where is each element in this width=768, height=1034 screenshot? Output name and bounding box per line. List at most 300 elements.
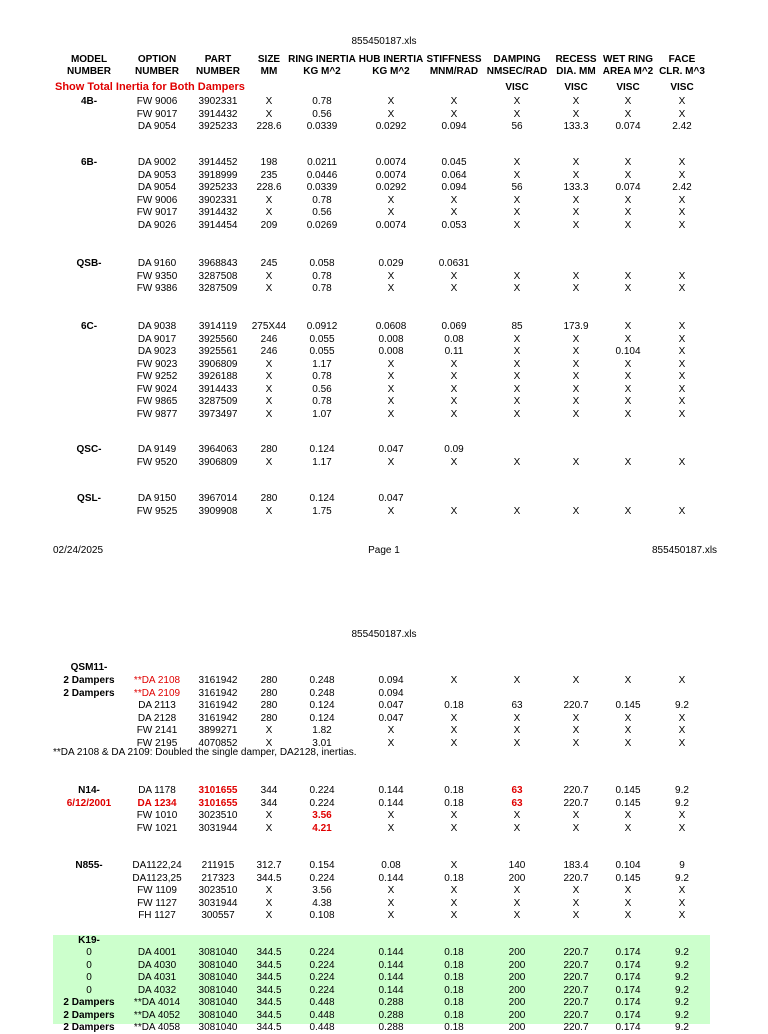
table-cell: X [572,725,580,736]
column-header-line: NMSEC/RAD [486,66,548,77]
table-cell: X [678,96,686,107]
table-cell: 0.224 [309,797,335,809]
table-cell: 0.145 [615,700,641,711]
row-label: 2 Dampers [63,687,115,699]
table-cell: DA 4032 [137,984,177,996]
table-cell: 0.0339 [306,121,338,132]
table-cell: X [387,885,395,896]
table-cell: 200 [508,984,526,996]
table-cell: 275X44 [251,321,287,332]
table-cell: 3914452 [198,157,238,168]
table-cell: DA 9054 [137,121,177,132]
table-cell: DA 9160 [137,258,177,269]
table-cell: X [624,456,632,468]
table-row [0,408,768,421]
table-cell: X [450,371,458,382]
table-cell: 0.56 [312,108,332,120]
table-cell: FW 1109 [137,885,177,896]
table-row [0,897,768,910]
table-cell: X [450,396,458,407]
table-cell: 3914432 [198,108,238,120]
table-cell: X [678,321,686,332]
inertia-note: Show Total Inertia for Both Dampers [55,81,245,93]
table-cell: X [513,712,521,724]
table-cell: 0.053 [441,219,467,231]
table-cell: X [678,712,686,724]
table-cell: X [572,194,580,206]
table-cell: X [513,371,521,382]
table-cell: X [624,725,632,736]
table-cell: 0.055 [309,333,335,345]
table-cell: 0.174 [615,1009,641,1021]
table-cell: X [678,408,686,420]
table-cell: 3161942 [198,675,238,686]
table-cell: 9.2 [675,797,689,809]
table-cell: 344 [260,785,278,796]
table-cell: DA 9026 [137,219,177,231]
table-cell: 3161942 [198,712,238,724]
table-cell: X [450,270,458,282]
table-cell: 133.3 [563,182,589,193]
table-row [0,1009,768,1022]
table-cell: 344 [260,797,278,809]
table-cell: X [450,96,458,107]
table-cell: 220.7 [563,959,589,971]
table-cell: X [450,860,458,871]
table-cell: X [387,725,395,736]
table-cell: X [265,383,273,395]
table-cell: X [450,897,458,909]
table-cell: 0.448 [309,1022,335,1033]
table-cell: 0.0074 [375,157,407,168]
table-cell: X [265,207,273,218]
table-cell: 0.174 [615,959,641,971]
table-cell: 344.5 [256,1022,282,1033]
table-cell: X [678,270,686,282]
table-cell: FW 2195 [136,737,178,749]
table-cell: X [678,897,686,909]
table-cell: 0.064 [441,169,467,181]
column-header-line: CLR. M^3 [659,66,705,77]
visc-label: VISC [564,82,588,93]
table-cell: X [387,822,395,834]
table-cell: 3968843 [198,258,238,269]
table-cell: 4.38 [312,897,332,909]
table-row [0,984,768,997]
table-cell: 0.224 [309,972,335,983]
table-cell: 0.047 [378,444,404,455]
table-cell: 3081040 [198,947,238,958]
table-cell: 0.144 [378,972,404,983]
table-cell: FW 9023 [136,358,178,370]
table-cell: X [513,108,521,120]
table-cell: X [572,207,580,218]
table-cell: X [450,456,458,468]
column-header-line: NUMBER [196,66,240,77]
table-cell: 3925560 [198,333,238,345]
table-cell: 0.248 [309,687,335,699]
table-cell: 9.2 [675,972,689,983]
table-cell: 0.0211 [307,157,337,168]
table-cell: X [450,408,458,420]
column-header-line: KG M^2 [303,66,341,77]
table-cell: 0.0339 [306,182,338,193]
table-row [0,909,768,922]
footer-filename: 855450187.xls [652,545,718,556]
table-cell: X [678,737,686,749]
table-cell: 220.7 [563,972,589,983]
table-cell: 3925233 [198,121,238,132]
table-cell: 0.18 [444,947,464,958]
table-cell: 63 [511,785,523,796]
table-cell: 0.56 [312,383,332,395]
table-cell: X [572,456,580,468]
column-header-line: DAMPING [493,54,541,65]
table-row [0,270,768,283]
table-cell: FW 2141 [136,725,178,736]
table-cell: 0.058 [309,258,335,269]
table-cell: 0.08 [444,333,464,345]
table-cell: X [624,383,632,395]
table-row [0,1021,768,1034]
table-cell: 200 [508,947,526,958]
table-cell: 173.9 [563,321,589,332]
table-cell: 0.56 [312,207,332,218]
table-cell: 0.094 [441,121,467,132]
table-cell: 220.7 [563,1009,589,1021]
table-cell: FW 9006 [136,96,178,107]
table-cell: 280 [260,444,278,455]
table-cell: 0.144 [378,984,404,996]
table-row [0,333,768,346]
table-cell: 198 [260,157,278,168]
table-cell: 280 [260,700,278,711]
table-cell: X [513,675,521,686]
table-cell: X [678,157,686,168]
table-cell: 0.18 [444,1009,464,1021]
table-cell: X [572,169,580,181]
table-cell: DA 2113 [138,700,176,711]
table-cell: X [513,270,521,282]
table-cell: X [678,283,686,294]
table-cell: 228.6 [256,182,282,193]
table-cell: X [265,358,273,370]
table-cell: 3031944 [198,897,238,909]
table-cell: X [265,725,273,736]
visc-line [0,81,768,94]
table-cell: X [572,505,580,517]
row-label: 2 Dampers [63,1009,115,1021]
table-cell: 3.56 [312,810,332,821]
model-number: QSM11- [70,662,108,673]
model-number: K19- [78,935,100,946]
table-cell: DA 9038 [137,321,177,332]
table-cell: X [572,383,580,395]
table-cell: 200 [508,972,526,983]
table-cell: X [387,737,395,749]
table-cell: X [387,810,395,821]
table-cell: 3023510 [198,885,238,896]
table-cell: X [265,283,273,294]
table-cell: X [572,885,580,896]
table-cell: 0.0608 [375,321,407,332]
table-cell: X [513,396,521,407]
table-cell: 0.0074 [375,219,407,231]
table-cell: 56 [511,121,523,132]
table-cell: 3081040 [198,959,238,971]
table-cell: 220.7 [563,785,589,796]
table-cell: 0.11 [444,346,464,357]
table-cell: X [513,897,521,909]
table-cell: 9.2 [675,947,689,958]
table-cell: X [450,725,458,736]
table-row [0,797,768,810]
table-cell: 9.2 [675,959,689,971]
table-cell: X [450,675,458,686]
row-label: 2 Dampers [63,1022,115,1033]
table-cell: **DA 2108 [133,675,181,686]
table-cell: X [678,810,686,821]
table-cell: X [678,725,686,736]
table-cell: 280 [260,675,278,686]
table-cell: 0.094 [441,182,467,193]
table-cell: X [572,108,580,120]
row-label: 0 [86,972,92,983]
table-cell: X [624,910,632,921]
table-cell: X [678,108,686,120]
table-cell: X [624,712,632,724]
table-cell: X [678,675,686,686]
table-cell: X [572,371,580,382]
table-cell: 0.124 [309,444,335,455]
table-row [0,206,768,219]
table-cell: X [678,358,686,370]
table-cell: 0.448 [309,1009,335,1021]
table-cell: X [265,108,273,120]
model-number: N855- [75,860,103,871]
table-cell: X [513,194,521,206]
table-cell: 220.7 [563,984,589,996]
table-cell: X [265,810,273,821]
table-cell: X [265,822,273,834]
table-cell: X [678,207,686,218]
table-cell: 0.09 [444,444,464,455]
model-row [0,320,768,333]
table-row [0,194,768,207]
table-cell: 0.18 [444,797,464,809]
table-row [0,181,768,194]
table-cell: 280 [260,687,278,699]
table-cell: X [450,885,458,896]
table-cell: X [572,810,580,821]
table-row [0,358,768,371]
table-cell: 0.174 [615,997,641,1008]
table-cell: 344.5 [256,984,282,996]
table-cell: X [450,910,458,921]
table-cell: 220.7 [563,700,589,711]
table-cell: X [572,897,580,909]
table-cell: 0.0269 [306,219,338,231]
table-cell: 0.224 [309,984,335,996]
table-cell: 280 [260,712,278,724]
table-cell: 200 [508,872,526,884]
table-cell: 3914433 [198,383,238,395]
table-cell: FW 9006 [136,194,178,206]
table-cell: 0.094 [378,687,404,699]
qsm-footnote: **DA 2108 & DA 2109: Doubled the single damper, DA2128, inertias. [53,747,357,758]
table-cell: 0.069 [441,321,467,332]
table-cell: 0.78 [312,96,332,107]
table-cell: 2.42 [672,182,692,193]
table-cell: 3287509 [198,396,238,407]
table-cell: DA 9053 [137,169,177,181]
table-cell: 220.7 [563,947,589,958]
table-row [0,687,768,700]
table-cell: X [572,358,580,370]
table-row [0,724,768,737]
table-cell: X [624,194,632,206]
table-cell: 1.82 [312,725,332,736]
table-cell: FW 9252 [136,371,178,382]
column-header-line: WET RING [603,54,653,65]
column-header-line: HUB INERTIA [358,54,424,65]
table-cell: 245 [260,258,278,269]
table-cell: DA 1234 [137,797,177,809]
table-cell: X [678,456,686,468]
table-cell: 344.5 [256,997,282,1008]
table-cell: 0.174 [615,984,641,996]
table-row [0,784,768,797]
table-cell: 3.01 [312,737,332,749]
model-row [0,156,768,169]
table-cell: X [387,108,395,120]
table-cell: 0.224 [309,785,335,796]
table-cell: X [450,207,458,218]
table-cell: FW 1127 [137,897,177,909]
table-cell: DA1122,24 [132,860,182,871]
table-cell: 0.0631 [438,258,470,269]
table-cell: 344.5 [256,972,282,983]
table-cell: X [572,712,580,724]
table-cell: X [624,358,632,370]
column-header-line: MM [260,66,278,77]
model-row [0,492,768,505]
column-header-line: MODEL [70,54,108,65]
table-cell: X [513,219,521,231]
table-cell: 0.174 [615,947,641,958]
table-cell: **DA 2109 [133,687,181,699]
table-cell: 0.145 [615,785,641,796]
table-cell: DA 1178 [138,785,176,796]
table-cell: X [513,358,521,370]
table-cell: X [450,108,458,120]
model-number: 6B- [80,157,98,168]
table-cell: X [450,383,458,395]
table-cell: 3081040 [198,984,238,996]
table-cell: FW 9017 [136,108,178,120]
table-cell: 0.174 [615,1022,641,1033]
table-cell: 3902331 [198,194,238,206]
table-cell: 0.288 [378,1009,404,1021]
table-cell: 220.7 [563,872,589,884]
table-cell: X [513,505,521,517]
table-cell: X [572,910,580,921]
table-cell: FW 9525 [136,505,178,517]
table-cell: X [624,408,632,420]
table-cell: X [265,371,273,382]
table-cell: X [387,194,395,206]
table-cell: 3926188 [198,371,238,382]
visc-label: VISC [670,82,694,93]
table-cell: X [450,822,458,834]
table-cell: X [387,283,395,294]
table-cell: 217323 [201,872,235,884]
table-row [0,959,768,972]
table-cell: DA 2128 [137,712,177,724]
table-cell: 9.2 [675,1022,689,1033]
table-cell: 140 [508,860,526,871]
table-cell: X [678,885,686,896]
column-header-line: AREA M^2 [602,66,654,77]
column-header-line: STIFFNESS [426,54,482,65]
table-cell: X [387,371,395,382]
table-cell: X [624,810,632,821]
table-cell: 0.78 [312,396,332,407]
table-cell: DA 4001 [137,947,177,958]
table-cell: 3967014 [198,493,238,504]
table-cell: X [265,396,273,407]
table-cell: X [513,157,521,168]
table-cell: 3925233 [198,182,238,193]
column-header-line: DIA. MM [556,66,596,77]
table-cell: 0.144 [378,947,404,958]
table-cell: 0.0912 [306,321,338,332]
table-cell: X [265,505,273,517]
table-cell: X [450,712,458,724]
table-cell: FH 1127 [138,910,176,921]
table-cell: FW 9017 [136,207,178,218]
table-cell: 209 [260,219,278,231]
table-cell: 63 [511,700,523,711]
table-cell: X [678,910,686,921]
table-cell: 56 [511,182,523,193]
table-cell: X [624,108,632,120]
table-cell: 0.78 [312,270,332,282]
table-cell: FW 9520 [136,456,178,468]
table-cell: X [265,270,273,282]
table-cell: X [572,270,580,282]
table-row [0,383,768,396]
table-cell: 3902331 [198,96,238,107]
table-cell: 183.4 [563,860,589,871]
table-cell: 9.2 [675,700,689,711]
table-cell: 0.78 [312,283,332,294]
table-cell: X [387,396,395,407]
table-cell: 0.18 [444,785,464,796]
column-header-line: RING INERTIA [288,54,356,65]
table-cell: X [678,383,686,395]
table-cell: X [513,885,521,896]
table-row [0,872,768,885]
table-cell: DA 9054 [137,182,177,193]
table-cell: X [678,333,686,345]
table-cell: 0.144 [378,959,404,971]
table-cell: 0.0292 [375,121,407,132]
table-cell: X [513,96,521,107]
table-cell: 235 [260,169,278,181]
table-cell: X [624,396,632,407]
table-cell: X [513,169,521,181]
